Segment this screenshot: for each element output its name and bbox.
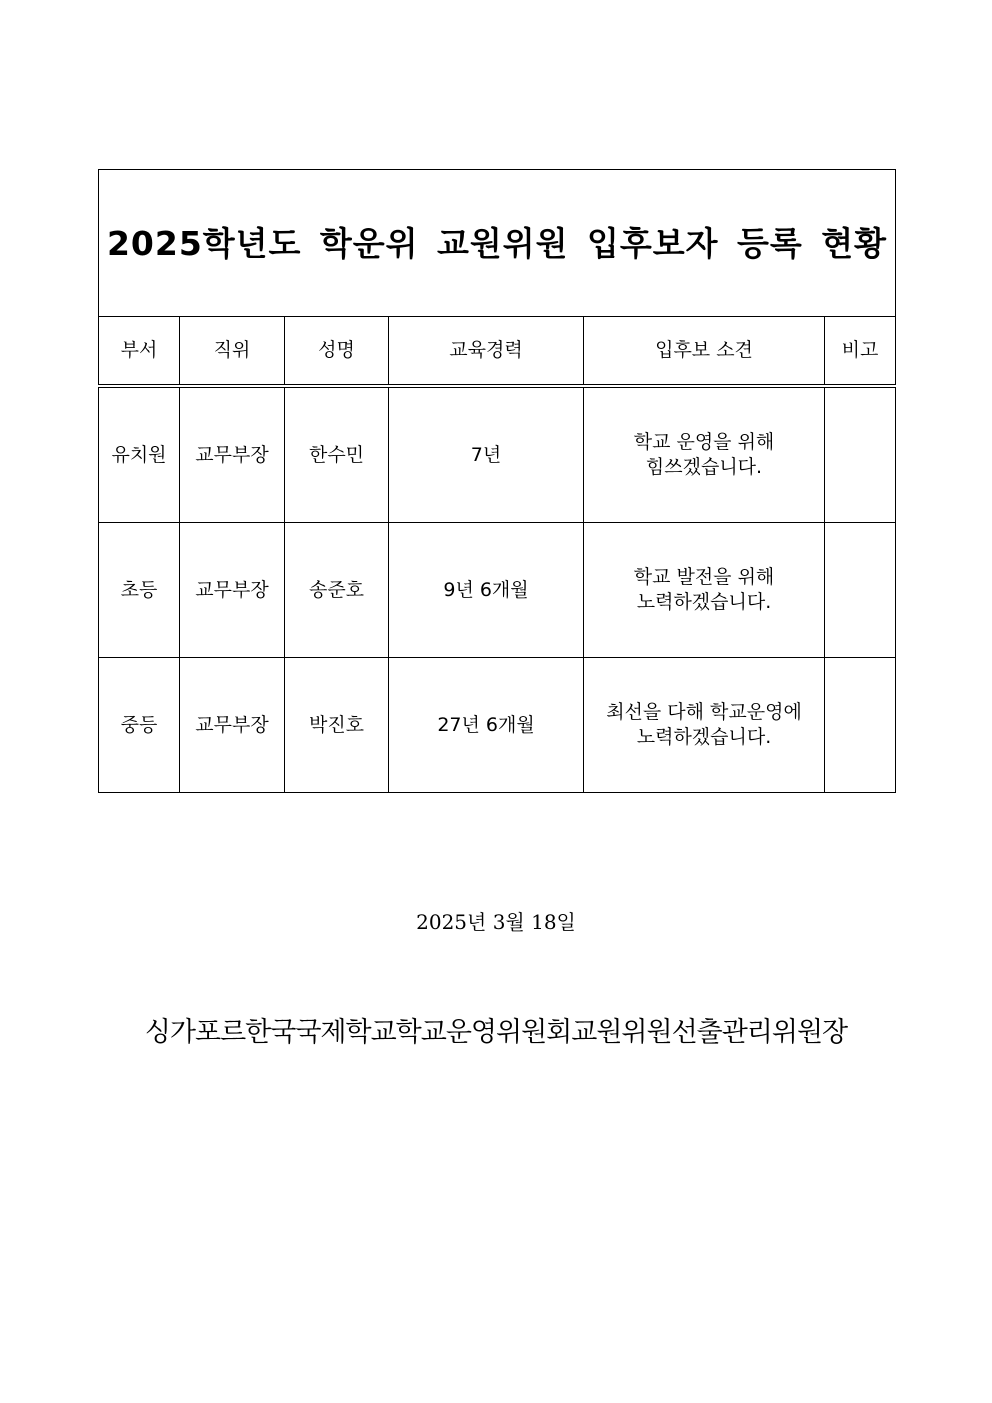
- cell-position: 교무부장: [180, 386, 285, 523]
- statement-line-2: 노력하겠습니다.: [636, 591, 772, 613]
- header-career: 교육경력: [389, 317, 584, 387]
- cell-remarks: [825, 523, 896, 658]
- cell-department: 유치원: [99, 386, 180, 523]
- cell-career: 27년 6개월: [389, 658, 584, 793]
- cell-name: 한수민: [285, 386, 389, 523]
- table-header-row: [99, 317, 896, 387]
- header-position: 직위: [180, 317, 285, 387]
- cell-department: 초등: [99, 523, 180, 658]
- cell-career: 7년: [389, 386, 584, 523]
- header-remarks: 비고: [825, 317, 896, 387]
- cell-statement: [584, 523, 825, 658]
- cell-career: 9년 6개월: [389, 523, 584, 658]
- header-statement: 입후보 소견: [584, 317, 825, 387]
- statement-line-2: 노력하겠습니다.: [636, 726, 772, 748]
- cell-name: 송준호: [285, 523, 389, 658]
- header-department: 부서: [99, 317, 180, 387]
- cell-position: 교무부장: [180, 658, 285, 793]
- cell-remarks: [825, 386, 896, 523]
- table-title: 2025학년도 학운위 교원위원 입후보자 등록 현황: [99, 170, 896, 317]
- statement-line-1: 학교 운영을 위해: [633, 431, 775, 453]
- cell-position: 교무부장: [180, 523, 285, 658]
- cell-department: 중등: [99, 658, 180, 793]
- header-name: 성명: [285, 317, 389, 387]
- statement-line-1: 학교 발전을 위해: [633, 566, 775, 588]
- cell-statement: [584, 386, 825, 523]
- statement-line-1: 최선을 다해 학교운영에: [606, 701, 802, 723]
- cell-remarks: [825, 658, 896, 793]
- statement-line-2: 힘쓰겠습니다.: [645, 456, 763, 478]
- table-row: [99, 523, 896, 658]
- signature-authority: 싱가포르한국국제학교학교운영위원회교원위원선출관리위원장: [144, 1017, 848, 1048]
- table-row: [99, 658, 896, 793]
- document-date: 2025년 3월 18일: [416, 910, 576, 934]
- table-title-row: [99, 170, 896, 317]
- table-row: [99, 386, 896, 523]
- cell-statement: [584, 658, 825, 793]
- candidate-registration-table: [98, 169, 896, 793]
- cell-name: 박진호: [285, 658, 389, 793]
